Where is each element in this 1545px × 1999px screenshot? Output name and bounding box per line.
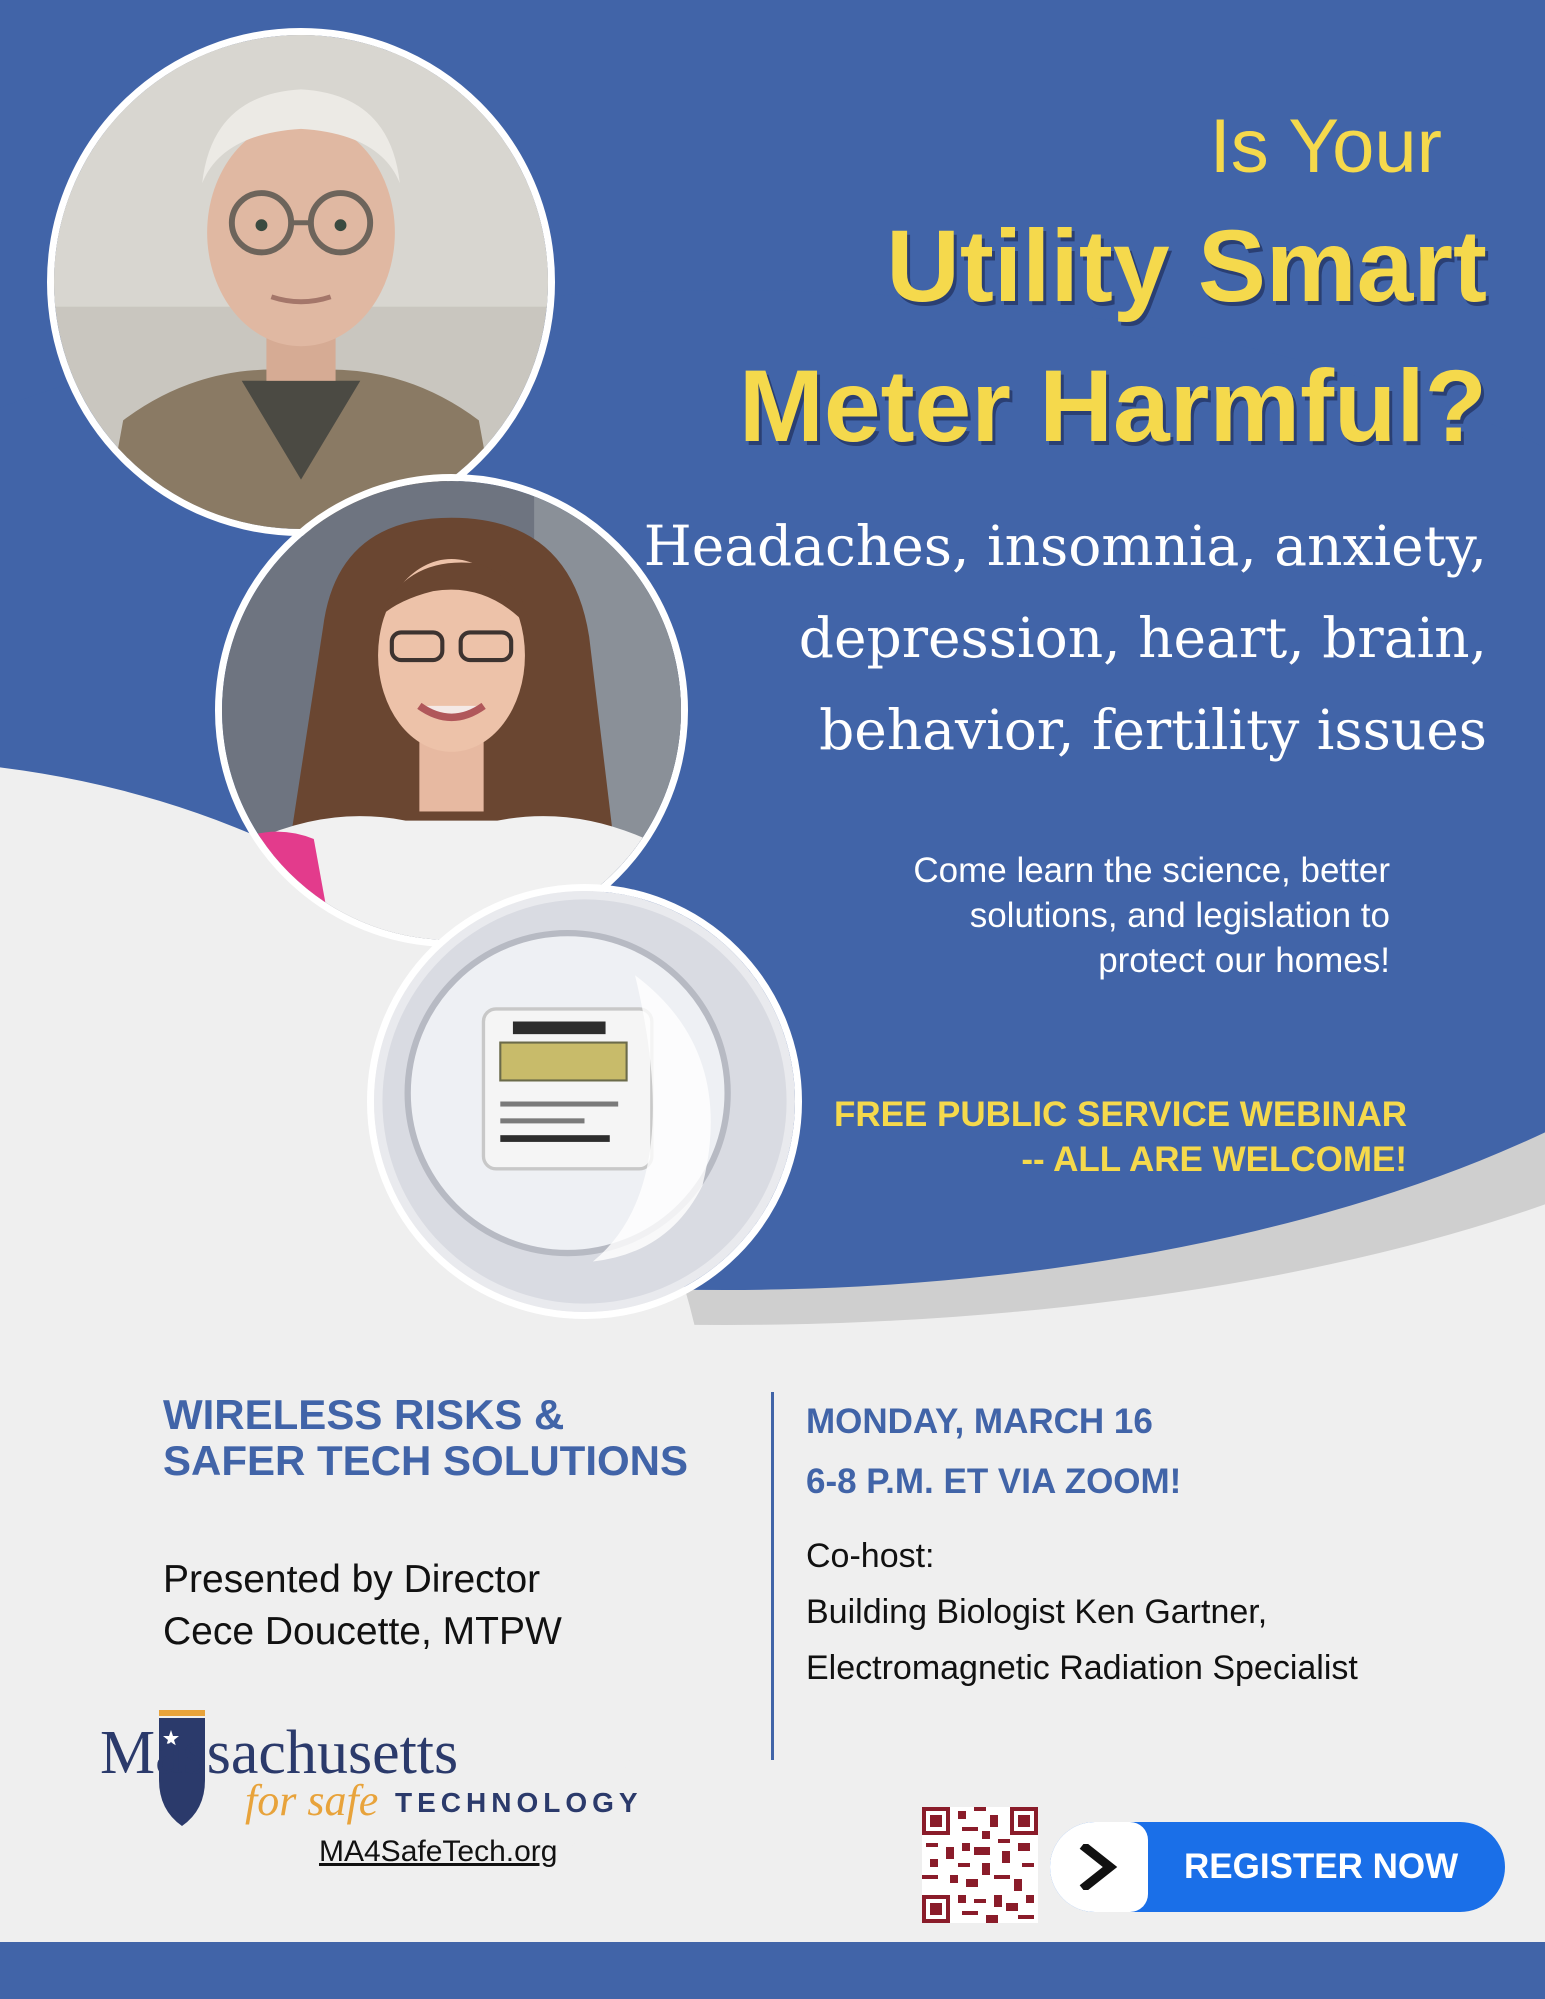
cohost-line-2: Building Biologist Ken Gartner, (806, 1593, 1268, 1631)
photo-man (47, 28, 555, 536)
symptoms-line-3: behavior, fertility issues (819, 698, 1487, 762)
event-date: MONDAY, MARCH 16 (806, 1402, 1153, 1441)
logo-name: Massachusetts (100, 1719, 459, 1787)
topic-line-1: WIRELESS RISKS & (163, 1391, 565, 1438)
learn-line-3: protect our homes! (1098, 941, 1390, 980)
website-link[interactable]: MA4SafeTech.org (319, 1835, 558, 1868)
qr-code[interactable] (922, 1807, 1038, 1923)
cohost-line-3: Electromagnetic Radiation Specialist (806, 1649, 1358, 1687)
column-divider (771, 1392, 774, 1760)
presenter-line-2: Cece Doucette, MTPW (163, 1610, 562, 1653)
register-label: REGISTER NOW (1184, 1847, 1459, 1886)
register-arrow-box (1050, 1822, 1148, 1912)
symptoms-line-1: Headaches, insomnia, anxiety, (643, 514, 1487, 578)
symptoms-line-2: depression, heart, brain, (798, 606, 1487, 670)
learn-line-2: solutions, and legislation to (969, 896, 1390, 935)
free-webinar-text (607, 1092, 1407, 1182)
presenter-text (163, 1554, 562, 1658)
learn-text (690, 848, 1390, 983)
free-line-1: FREE PUBLIC SERVICE WEBINAR (833, 1095, 1407, 1134)
learn-line-1: Come learn the science, better (913, 851, 1390, 890)
topic-title (163, 1392, 688, 1484)
event-datetime (806, 1392, 1181, 1512)
headline-line-2: Meter Harmful? (738, 349, 1487, 463)
headline-kicker: Is Your (1209, 104, 1442, 189)
chevron-right-icon (1078, 1844, 1120, 1890)
logo-tagline-caps: TECHNOLOGY (395, 1787, 643, 1818)
logo-tagline-italic: for safe (245, 1776, 379, 1825)
bottom-band (0, 1942, 1545, 1999)
register-now-button[interactable] (1050, 1822, 1505, 1912)
topic-line-2: SAFER TECH SOLUTIONS (163, 1437, 689, 1484)
cohost-text (806, 1528, 1358, 1696)
presenter-line-1: Presented by Director (163, 1558, 541, 1601)
event-time: 6-8 P.M. ET VIA ZOOM! (806, 1462, 1182, 1501)
free-line-2: -- ALL ARE WELCOME! (1021, 1140, 1407, 1179)
cohost-line-1: Co-host: (806, 1537, 935, 1575)
headline (739, 196, 1487, 476)
symptoms-text (487, 500, 1487, 776)
headline-line-1: Utility Smart (886, 209, 1487, 323)
